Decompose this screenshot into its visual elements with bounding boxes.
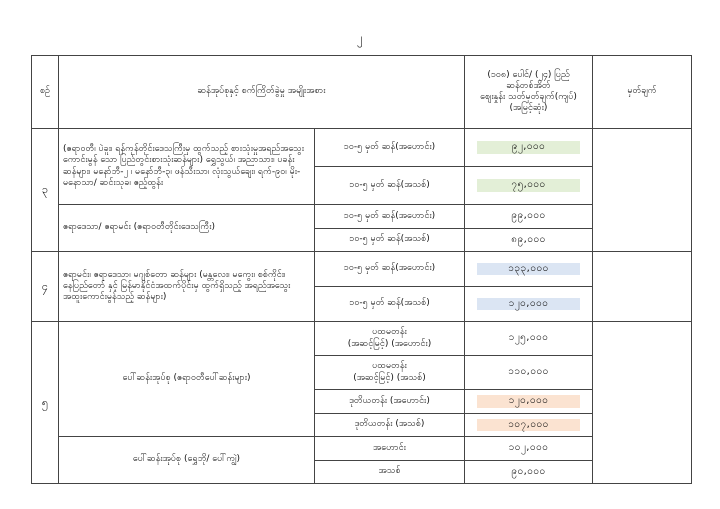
serial-no-cell: ၄ [32, 252, 59, 322]
price-cell [465, 322, 593, 356]
grade-cell: အဟောင်း [315, 437, 465, 461]
price-cell [465, 129, 593, 167]
grade-line: ပထမတန်း [372, 361, 407, 372]
remark-cell [593, 322, 692, 484]
grade-line: ပထမတန်း [372, 327, 407, 338]
grade-cell: အသစ် [315, 460, 465, 484]
price-value: ၁၁၀,၀၀၀ [508, 366, 549, 378]
grade-cell [315, 322, 465, 356]
header-rice-group: ဆန်အုပ်စုနှင့် စက်ကြိတ်ခွဲမှု အမျိုးအစား [59, 56, 465, 129]
page-number: ၂ [357, 31, 363, 45]
price-value: ၈၉,၀၀၀ [511, 233, 546, 245]
grade-line: (အဆင့်မြင့်) (အဟောင်း) [347, 338, 432, 349]
price-value: ၁၀၇,၀၀၀ [477, 419, 580, 432]
grade-cell: ၁၀-၅ မှတ် ဆန်(အဟောင်း) [315, 205, 465, 229]
grade-cell: ၁၀-၅ မှတ် ဆန်(အသစ်) [315, 228, 465, 252]
price-cell [465, 287, 593, 322]
grade-cell [315, 356, 465, 390]
remark-cell [593, 252, 692, 322]
grade-line: (အဆင့်မြင့်) (အသစ်) [353, 372, 426, 383]
rice-description-cell: ပေါ်ဆန်းအုပ်စု (ဧရာဝတီပေါ်ဆန်းများ) [59, 322, 315, 437]
price-value: ၇၅,၀၀၀ [477, 179, 580, 192]
price-value: ၉၉,၀၀၀ [511, 210, 546, 221]
header-price-line: (၁၀၈) ပေါင်/ (၂၄) ပြည် [487, 69, 570, 80]
price-value: ၁၂၀,၀၀၀ [477, 395, 580, 408]
price-cell [465, 228, 593, 252]
price-value: ၉၂,၀၀၀ [477, 141, 580, 154]
header-price-line: (အမြင့်ဆုံး) [509, 103, 548, 114]
grade-cell: ဒုတိယတန်း (အဟောင်း) [315, 390, 465, 414]
rice-description-cell: ပေါ်ဆန်းအုပ်စု (ရွှေဘို/ ပေါ်ကျွဲ) [59, 437, 315, 484]
table-row [32, 322, 692, 356]
serial-no-cell: ၅ [32, 322, 59, 484]
price-value: ၁၂၅,၀၀၀ [508, 332, 549, 344]
header-price-line: ဈေးနှုန်း သတ်မှတ်ချက်(ကျပ်) [480, 92, 577, 102]
price-cell [465, 460, 593, 484]
grade-cell: ၁၀-၅ မှတ် ဆန်(အဟောင်း) [315, 252, 465, 287]
price-value: ၉၀,၀၀၀ [511, 465, 546, 477]
price-cell [465, 356, 593, 390]
table-row [32, 252, 692, 287]
rice-description-cell: (ဧရာဝတီ၊ ပဲခူး၊ ရန်ကုန်တိုင်းဒေသကြီးမှ ထွက်သည့် စားသုံးမှုအရည်အသွေး ကောင်းမွန် သော ပြည်တွင်းစားသုံးဆန်များ) ရွှေသွယ်၊ အညာသား၊ ပခန်း ဆန်များ၊ မနော်ဘီ-၂ ၊ မနော်ဘီ-၃၊ ဖန်သီးသာ၊ လုံးသွယ်ချေး၊ ရက်-၉၀၊ မိုး-မနောသာ/ ဆင်းသုခ၊ ဧည့်ထွန်း [59, 129, 315, 205]
grade-cell: ၁၀-၅ မှတ် ဆန်(အသစ်) [315, 167, 465, 205]
grade-cell: ၁၀-၅ မှတ် ဆန်(အသစ်) [315, 287, 465, 322]
price-cell [465, 413, 593, 437]
price-cell [465, 252, 593, 287]
serial-no-cell: ၃ [32, 129, 59, 252]
price-value: ၁၂၀,၀၀၀ [477, 298, 580, 311]
rice-price-table [31, 55, 692, 484]
header-serial-no: စဉ် [32, 56, 59, 129]
price-cell [465, 167, 593, 205]
price-cell [465, 390, 593, 414]
price-value: ၁၀၂,၀၀၀ [508, 442, 549, 453]
grade-cell: ဒုတိယတန်း (အသစ်) [315, 413, 465, 437]
header-price [465, 56, 593, 129]
table-row [32, 129, 692, 167]
grade-cell: ၁၀-၅ မှတ် ဆန်(အဟောင်း) [315, 129, 465, 167]
header-price-line: ဆန်တစ်အိတ် [506, 80, 551, 91]
price-value: ၁၃၃,၀၀၀ [477, 263, 580, 276]
rice-description-cell: ဧရာဒေသာ/ ဧရာမင်း (ဧရာဝတီတိုင်းဒေသကြီး) [59, 205, 315, 252]
remark-cell [593, 129, 692, 252]
price-cell [465, 205, 593, 229]
rice-description-cell: ဧရာမင်း၊ ဧရာဒေသာ၊ မဂျစ်တော ဆန်များ (မန္တလေး၊ မကွေး၊ စစ်ကိုင်း၊ နေပြည်တော် နှင့် မြန်မာနိုင်ငံအထက်ပိုင်းမှ ထွက်ရှိသည့် အရည်အသွေး အထူးကောင်းမွန်သည့် ဆန်များ) [59, 252, 315, 322]
header-remark: မှတ်ချက် [593, 56, 692, 129]
price-cell [465, 437, 593, 461]
